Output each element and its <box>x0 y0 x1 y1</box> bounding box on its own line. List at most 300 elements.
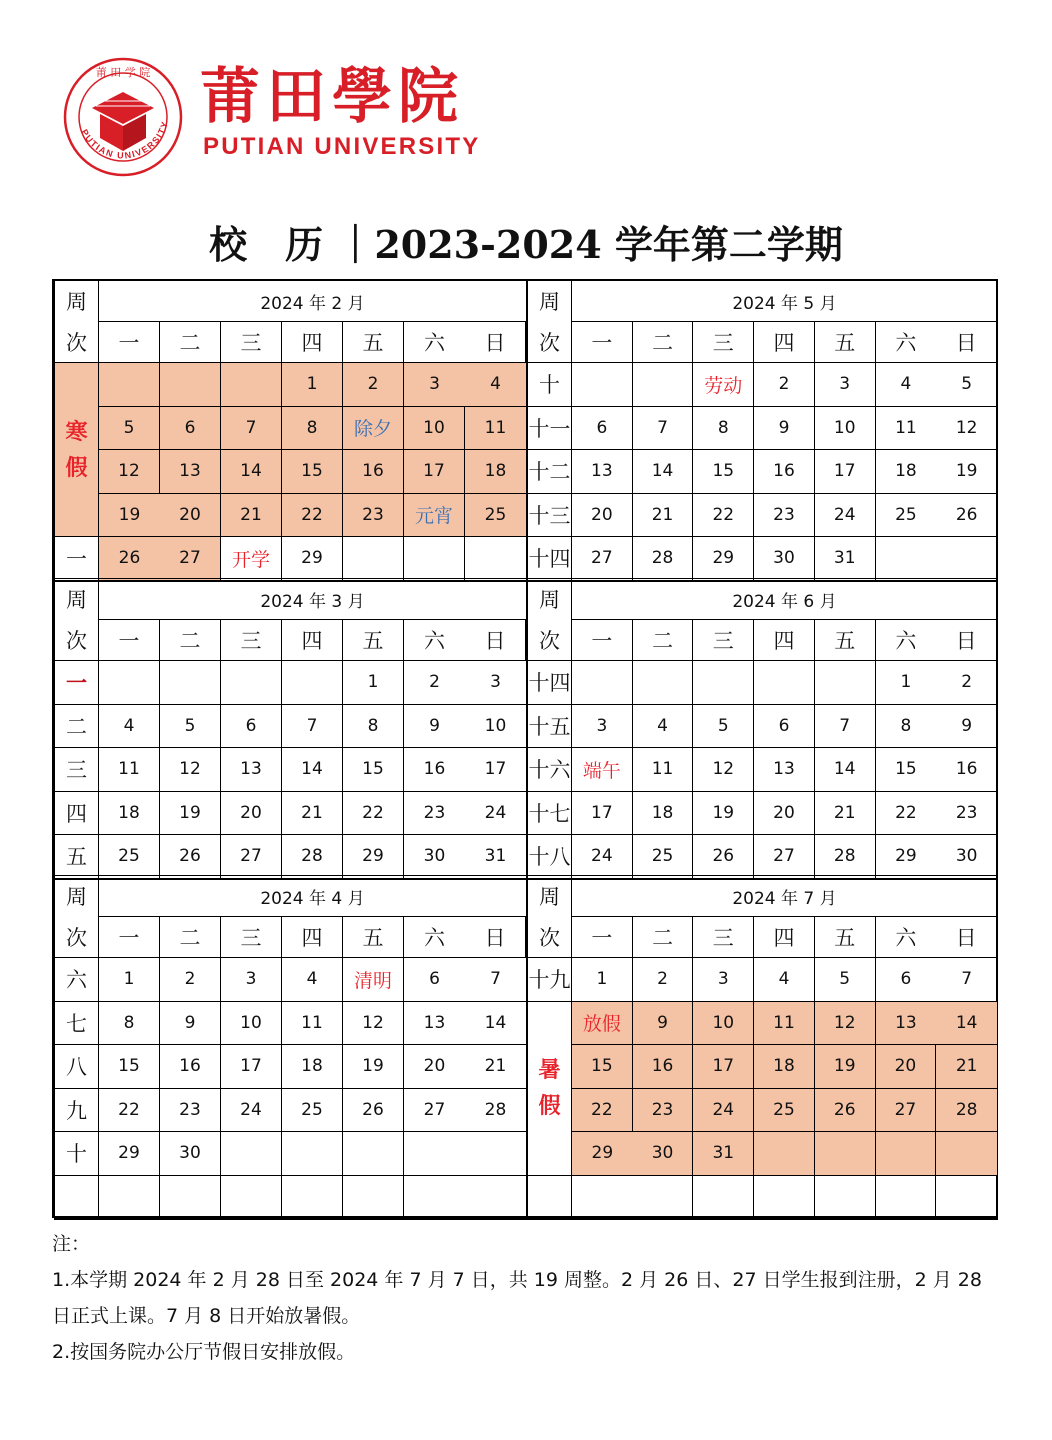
day-cell: 2 <box>936 661 997 705</box>
day-cell: 17 <box>693 1045 754 1089</box>
day-cell: 11 <box>754 1002 815 1046</box>
weekday-header: 一 <box>99 620 160 661</box>
weekday-header: 四 <box>282 620 343 661</box>
week-header-ci: 次 <box>66 628 87 653</box>
day-cell: 21 <box>282 792 343 836</box>
notes-heading: 注： <box>52 1233 91 1255</box>
day-cell: 20 <box>404 1045 465 1089</box>
day-cell <box>876 1176 937 1220</box>
week-number: 一 <box>55 537 99 581</box>
month-title: 2024 年 7 月 <box>572 876 997 917</box>
day-cell: 23 <box>343 494 404 538</box>
day-cell: 29 <box>693 537 754 581</box>
day-cell: 19 <box>815 1045 876 1089</box>
week-number: 十八 <box>528 835 572 879</box>
day-cell: 17 <box>572 792 633 836</box>
day-cell: 17 <box>404 450 465 494</box>
week-header-ci: 次 <box>539 330 560 355</box>
week-header <box>528 579 572 661</box>
day-cell: 7 <box>936 958 997 1002</box>
day-cell: 20 <box>160 494 221 538</box>
day-cell: 3 <box>465 661 526 705</box>
weekday-header: 一 <box>572 322 633 363</box>
day-cell: 28 <box>936 1089 997 1133</box>
weekday-header: 日 <box>465 917 526 958</box>
day-cell: 23 <box>633 1089 694 1133</box>
week-number: 十二 <box>528 450 572 494</box>
day-cell: 17 <box>465 748 526 792</box>
month-title: 2024 年 5 月 <box>572 281 997 322</box>
day-cell: 22 <box>343 792 404 836</box>
vacation-label <box>528 1002 572 1176</box>
day-cell: 7 <box>282 705 343 749</box>
note-1: 1.本学期 2024 年 2 月 28 日至 2024 年 7 月 7 日，共 19 周整。2 月 26 日、27 日学生报到注册，2 月 28 日正式上课。7 月 8 日开始放暑假。 <box>52 1269 982 1327</box>
day-cell: 12 <box>343 1002 404 1046</box>
weekday-header: 三 <box>693 620 754 661</box>
day-cell: 18 <box>754 1045 815 1089</box>
day-cell: 29 <box>99 1132 160 1176</box>
day-cell: 26 <box>343 1089 404 1133</box>
vacation-label-char: 寒 <box>65 418 88 445</box>
day-cell: 4 <box>754 958 815 1002</box>
day-cell: 26 <box>99 537 160 581</box>
day-cell: 24 <box>221 1089 282 1133</box>
svg-text:PUTIAN UNIVERSITY: PUTIAN UNIVERSITY <box>79 119 171 161</box>
month-panel <box>54 281 527 582</box>
month-title: 2024 年 6 月 <box>572 579 997 620</box>
week-number: 三 <box>55 748 99 792</box>
day-cell: 25 <box>282 1089 343 1133</box>
day-cell: 18 <box>633 792 694 836</box>
day-cell: 12 <box>99 450 160 494</box>
day-cell: 10 <box>404 407 465 451</box>
week-header <box>55 579 99 661</box>
day-cell <box>99 363 160 407</box>
day-cell: 13 <box>754 748 815 792</box>
day-cell: 9 <box>754 407 815 451</box>
day-cell: 19 <box>343 1045 404 1089</box>
day-cell: 11 <box>99 748 160 792</box>
holiday-cell: 开学 <box>221 537 282 581</box>
day-cell: 24 <box>815 494 876 538</box>
week-number: 四 <box>55 792 99 836</box>
day-cell <box>282 661 343 705</box>
day-cell <box>404 537 465 581</box>
day-cell: 10 <box>693 1002 754 1046</box>
week-number: 五 <box>55 835 99 879</box>
day-cell: 3 <box>693 958 754 1002</box>
day-cell: 27 <box>572 537 633 581</box>
holiday-cell: 清明 <box>343 958 404 1002</box>
day-cell: 16 <box>404 748 465 792</box>
day-cell: 12 <box>936 407 997 451</box>
university-seal-logo <box>62 56 184 178</box>
day-cell: 19 <box>693 792 754 836</box>
day-cell <box>754 1132 815 1176</box>
week-number: 十 <box>55 1132 99 1176</box>
weekday-header: 三 <box>221 917 282 958</box>
month-panel <box>527 281 998 582</box>
day-cell: 3 <box>221 958 282 1002</box>
weekday-header: 二 <box>160 620 221 661</box>
day-cell: 7 <box>465 958 526 1002</box>
weekday-header: 日 <box>465 620 526 661</box>
day-cell: 1 <box>282 363 343 407</box>
day-cell: 15 <box>693 450 754 494</box>
day-cell: 19 <box>160 792 221 836</box>
vacation-label-char: 假 <box>65 454 88 481</box>
week-header-zhou: 周 <box>539 588 560 613</box>
day-cell <box>221 363 282 407</box>
day-cell: 2 <box>343 363 404 407</box>
day-cell <box>572 1176 633 1220</box>
day-cell: 7 <box>221 407 282 451</box>
day-cell <box>936 537 997 581</box>
note-2: 2.按国务院办公厅节假日安排放假。 <box>52 1341 356 1363</box>
day-cell: 4 <box>876 363 937 407</box>
week-number: 十 <box>528 363 572 407</box>
weekday-header: 五 <box>343 917 404 958</box>
day-cell <box>99 661 160 705</box>
day-cell: 24 <box>572 835 633 879</box>
day-cell: 4 <box>282 958 343 1002</box>
weekday-header: 日 <box>936 322 997 363</box>
day-cell: 4 <box>633 705 694 749</box>
day-cell <box>465 1176 526 1220</box>
day-cell: 2 <box>633 958 694 1002</box>
day-cell: 13 <box>160 450 221 494</box>
weekday-header: 三 <box>693 322 754 363</box>
month-panel <box>54 875 527 1220</box>
day-cell <box>343 1132 404 1176</box>
day-cell <box>221 661 282 705</box>
day-cell: 16 <box>936 748 997 792</box>
day-cell: 21 <box>633 494 694 538</box>
holiday-cell: 元宵 <box>404 494 465 538</box>
weekday-header: 六 <box>404 917 465 958</box>
day-cell <box>633 661 694 705</box>
day-cell: 15 <box>99 1045 160 1089</box>
month-title: 2024 年 3 月 <box>99 579 526 620</box>
day-cell <box>99 1176 160 1220</box>
day-cell: 4 <box>465 363 526 407</box>
day-cell <box>815 1132 876 1176</box>
holiday-cell: 除夕 <box>343 407 404 451</box>
weekday-header: 三 <box>221 620 282 661</box>
day-cell <box>465 1132 526 1176</box>
week-header-zhou: 周 <box>66 588 87 613</box>
month-panel <box>527 875 998 1220</box>
day-cell <box>572 363 633 407</box>
week-number: 十七 <box>528 792 572 836</box>
day-cell: 5 <box>160 705 221 749</box>
weekday-header: 三 <box>221 322 282 363</box>
weekday-header: 五 <box>815 620 876 661</box>
week-header-zhou: 周 <box>539 290 560 315</box>
day-cell: 20 <box>876 1045 937 1089</box>
day-cell <box>282 1176 343 1220</box>
weekday-header: 五 <box>815 322 876 363</box>
day-cell <box>221 1132 282 1176</box>
day-cell: 31 <box>465 835 526 879</box>
week-header-ci: 次 <box>66 925 87 950</box>
month-panel <box>54 578 527 880</box>
day-cell <box>465 537 526 581</box>
week-number: 一 <box>55 661 99 705</box>
day-cell: 18 <box>99 792 160 836</box>
day-cell: 30 <box>404 835 465 879</box>
day-cell: 30 <box>160 1132 221 1176</box>
day-cell: 10 <box>815 407 876 451</box>
weekday-header: 一 <box>572 620 633 661</box>
day-cell: 27 <box>221 835 282 879</box>
day-cell: 1 <box>99 958 160 1002</box>
day-cell: 31 <box>693 1132 754 1176</box>
day-cell: 29 <box>876 835 937 879</box>
day-cell: 14 <box>633 450 694 494</box>
day-cell: 8 <box>99 1002 160 1046</box>
day-cell: 12 <box>693 748 754 792</box>
day-cell: 14 <box>282 748 343 792</box>
day-cell: 21 <box>465 1045 526 1089</box>
day-cell <box>815 661 876 705</box>
day-cell: 13 <box>221 748 282 792</box>
header <box>62 56 492 176</box>
weekday-header: 一 <box>572 917 633 958</box>
day-cell: 8 <box>693 407 754 451</box>
weekday-header: 日 <box>465 322 526 363</box>
day-cell: 8 <box>876 705 937 749</box>
day-cell: 29 <box>282 537 343 581</box>
weekday-header: 四 <box>754 620 815 661</box>
day-cell: 9 <box>633 1002 694 1046</box>
weekday-header: 四 <box>754 917 815 958</box>
day-cell: 5 <box>936 363 997 407</box>
day-cell: 22 <box>282 494 343 538</box>
week-header-ci: 次 <box>539 925 560 950</box>
weekday-header: 日 <box>936 917 997 958</box>
day-cell: 22 <box>876 792 937 836</box>
week-number: 十一 <box>528 407 572 451</box>
day-cell: 20 <box>754 792 815 836</box>
vacation-label-char: 假 <box>538 1093 561 1119</box>
day-cell: 15 <box>343 748 404 792</box>
month-panel <box>527 578 998 880</box>
vacation-label-char: 暑 <box>538 1057 561 1083</box>
weekday-header: 二 <box>160 322 221 363</box>
day-cell <box>633 363 694 407</box>
week-header <box>55 876 99 958</box>
day-cell <box>572 661 633 705</box>
day-cell <box>160 1176 221 1220</box>
day-cell: 14 <box>465 1002 526 1046</box>
day-cell: 26 <box>815 1089 876 1133</box>
day-cell <box>815 1176 876 1220</box>
day-cell <box>936 1176 997 1220</box>
day-cell: 24 <box>693 1089 754 1133</box>
day-cell: 26 <box>160 835 221 879</box>
day-cell: 28 <box>633 537 694 581</box>
day-cell: 20 <box>221 792 282 836</box>
day-cell: 27 <box>754 835 815 879</box>
weekday-header: 三 <box>693 917 754 958</box>
day-cell <box>221 1176 282 1220</box>
day-cell <box>754 1176 815 1220</box>
day-cell: 22 <box>572 1089 633 1133</box>
svg-text:莆 田 学 院: 莆 田 学 院 <box>95 66 151 79</box>
day-cell <box>160 363 221 407</box>
weekday-header: 四 <box>282 917 343 958</box>
weekday-header: 二 <box>160 917 221 958</box>
day-cell: 4 <box>99 705 160 749</box>
day-cell: 16 <box>754 450 815 494</box>
week-header-ci: 次 <box>539 628 560 653</box>
calendar-grid <box>52 279 998 1218</box>
weekday-header: 二 <box>633 322 694 363</box>
day-cell: 30 <box>936 835 997 879</box>
day-cell <box>343 537 404 581</box>
week-number: 十三 <box>528 494 572 538</box>
page-title: 校 历 ｜2023-2024 学年第二学期 <box>209 222 843 267</box>
day-cell: 9 <box>160 1002 221 1046</box>
holiday-cell: 放假 <box>572 1002 633 1046</box>
day-cell: 18 <box>876 450 937 494</box>
day-cell <box>343 1176 404 1220</box>
day-cell <box>282 1132 343 1176</box>
weekday-header: 一 <box>99 917 160 958</box>
weekday-header: 六 <box>404 620 465 661</box>
week-header-zhou: 周 <box>539 885 560 910</box>
day-cell: 16 <box>343 450 404 494</box>
day-cell: 15 <box>572 1045 633 1089</box>
weekday-header: 日 <box>936 620 997 661</box>
day-cell: 13 <box>876 1002 937 1046</box>
day-cell: 23 <box>404 792 465 836</box>
weekday-header: 六 <box>876 917 937 958</box>
day-cell: 2 <box>160 958 221 1002</box>
day-cell: 3 <box>815 363 876 407</box>
week-header <box>528 876 572 958</box>
day-cell <box>754 661 815 705</box>
day-cell: 14 <box>815 748 876 792</box>
holiday-cell: 端午 <box>572 748 633 792</box>
week-number: 六 <box>55 958 99 1002</box>
day-cell: 30 <box>754 537 815 581</box>
day-cell: 6 <box>221 705 282 749</box>
day-cell: 9 <box>936 705 997 749</box>
day-cell <box>404 1132 465 1176</box>
month-title: 2024 年 2 月 <box>99 281 526 322</box>
week-number <box>528 1176 572 1220</box>
day-cell: 25 <box>754 1089 815 1133</box>
day-cell: 10 <box>221 1002 282 1046</box>
day-cell: 14 <box>221 450 282 494</box>
notes <box>52 1226 1002 1370</box>
day-cell: 28 <box>815 835 876 879</box>
day-cell <box>160 661 221 705</box>
weekday-header: 六 <box>876 620 937 661</box>
day-cell: 10 <box>465 705 526 749</box>
week-header-ci: 次 <box>66 330 87 355</box>
day-cell <box>693 661 754 705</box>
weekday-header: 五 <box>815 917 876 958</box>
day-cell: 28 <box>465 1089 526 1133</box>
weekday-header: 五 <box>343 620 404 661</box>
day-cell: 16 <box>633 1045 694 1089</box>
holiday-cell: 劳动 <box>693 363 754 407</box>
day-cell: 11 <box>282 1002 343 1046</box>
day-cell: 11 <box>633 748 694 792</box>
day-cell: 13 <box>572 450 633 494</box>
day-cell: 23 <box>936 792 997 836</box>
day-cell: 21 <box>221 494 282 538</box>
day-cell <box>633 1176 694 1220</box>
vacation-label <box>55 363 99 537</box>
week-number: 九 <box>55 1089 99 1133</box>
day-cell <box>876 537 937 581</box>
week-number: 十九 <box>528 958 572 1002</box>
day-cell: 15 <box>876 748 937 792</box>
day-cell: 6 <box>572 407 633 451</box>
day-cell: 18 <box>465 450 526 494</box>
day-cell <box>404 1176 465 1220</box>
day-cell: 8 <box>343 705 404 749</box>
weekday-header: 二 <box>633 620 694 661</box>
week-number: 七 <box>55 1002 99 1046</box>
day-cell <box>936 1132 997 1176</box>
day-cell: 23 <box>160 1089 221 1133</box>
day-cell: 29 <box>343 835 404 879</box>
day-cell: 6 <box>754 705 815 749</box>
day-cell: 14 <box>936 1002 997 1046</box>
day-cell: 11 <box>465 407 526 451</box>
university-name-cn: 莆田學院 <box>200 62 464 132</box>
university-name-en: PUTIAN UNIVERSITY <box>203 133 481 160</box>
weekday-header: 六 <box>876 322 937 363</box>
day-cell: 2 <box>404 661 465 705</box>
day-cell: 27 <box>404 1089 465 1133</box>
weekday-header: 六 <box>404 322 465 363</box>
day-cell: 25 <box>99 835 160 879</box>
week-number: 二 <box>55 705 99 749</box>
day-cell: 31 <box>815 537 876 581</box>
day-cell: 22 <box>99 1089 160 1133</box>
week-number: 十六 <box>528 748 572 792</box>
day-cell: 17 <box>815 450 876 494</box>
week-number: 十四 <box>528 537 572 581</box>
day-cell: 7 <box>633 407 694 451</box>
week-number: 十四 <box>528 661 572 705</box>
day-cell <box>876 1132 937 1176</box>
day-cell: 1 <box>876 661 937 705</box>
week-header-zhou: 周 <box>66 885 87 910</box>
weekday-header: 二 <box>633 917 694 958</box>
day-cell: 6 <box>876 958 937 1002</box>
day-cell: 25 <box>633 835 694 879</box>
day-cell: 9 <box>404 705 465 749</box>
day-cell: 25 <box>465 494 526 538</box>
day-cell <box>693 1176 754 1220</box>
day-cell: 5 <box>815 958 876 1002</box>
day-cell: 26 <box>936 494 997 538</box>
day-cell: 21 <box>936 1045 997 1089</box>
day-cell: 22 <box>693 494 754 538</box>
day-cell: 28 <box>282 835 343 879</box>
weekday-header: 一 <box>99 322 160 363</box>
week-header <box>528 281 572 363</box>
day-cell: 27 <box>160 537 221 581</box>
day-cell: 25 <box>876 494 937 538</box>
